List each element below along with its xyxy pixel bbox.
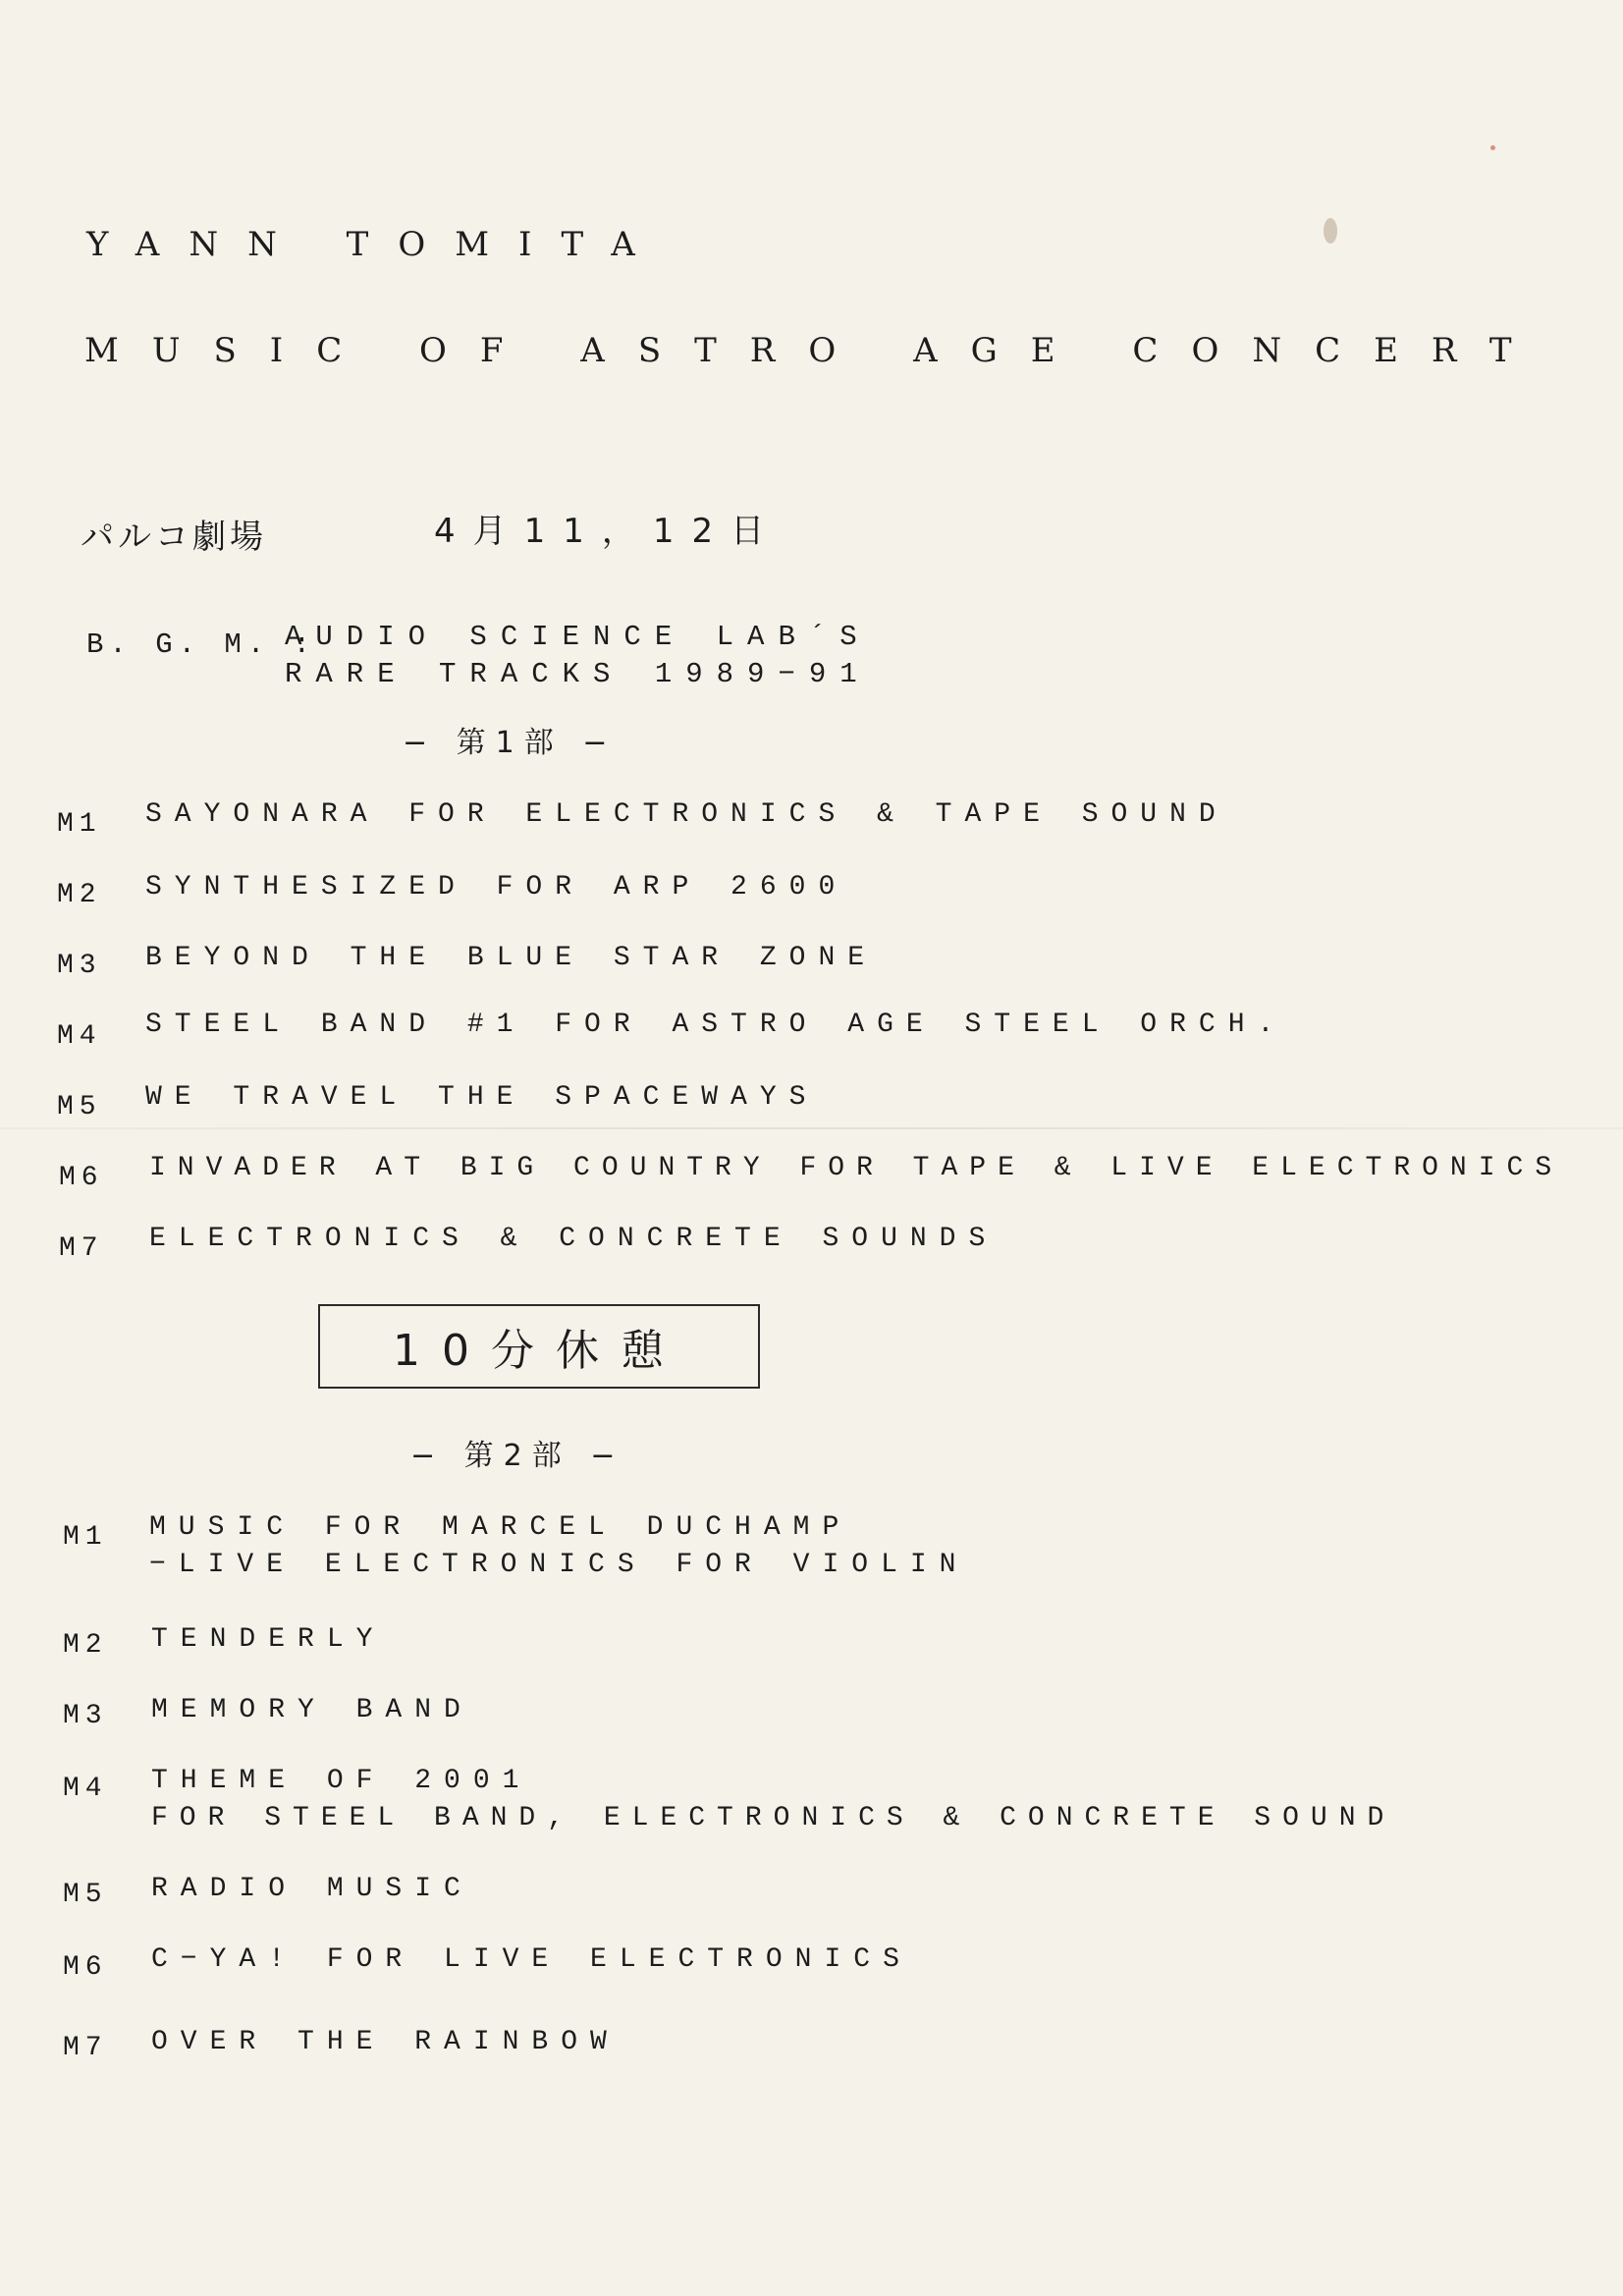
paper-stain [1324, 218, 1337, 244]
bgm-line-2: RARE TRACKS 1989−91 [285, 658, 871, 690]
artist-name: YANN TOMITA [86, 225, 665, 264]
intermission-label: 10分休憩 [393, 1326, 685, 1376]
intermission-box [318, 1304, 760, 1389]
paper-fold-line [0, 1127, 1623, 1129]
part1-track-title: WE TRAVEL THE SPACEWAYS [145, 1082, 819, 1113]
part2-track-title: RADIO MUSIC [151, 1874, 473, 1904]
part1-track-title: INVADER AT BIG COUNTRY FOR TAPE & LIVE ELECTRONICS [149, 1153, 1564, 1183]
part1-track-number: M2 [57, 880, 102, 910]
bgm-line-1: AUDIO SCIENCE LAB´S [285, 621, 871, 653]
part2-track-title: TENDERLY [151, 1624, 386, 1655]
part2-track-subtitle: FOR STEEL BAND, ELECTRONICS & CONCRETE SOUND [151, 1803, 1396, 1833]
part2-track-subtitle: −LIVE ELECTRONICS FOR VIOLIN [149, 1550, 969, 1580]
part1-track-number: M7 [59, 1233, 104, 1264]
part-2-heading: − 第2部 − [410, 1439, 625, 1473]
part1-track-title: BEYOND THE BLUE STAR ZONE [145, 943, 878, 973]
part1-track-number: M5 [57, 1092, 102, 1122]
paper-speck [1490, 145, 1495, 150]
part2-track-number: M7 [63, 2033, 108, 2063]
part2-track-number: M5 [63, 1880, 108, 1910]
part1-track-title: SAYONARA FOR ELECTRONICS & TAPE SOUND [145, 799, 1228, 830]
concert-dates: 4月11，12日 [434, 512, 783, 551]
part1-track-number: M4 [57, 1021, 102, 1052]
part1-track-number: M3 [57, 951, 102, 981]
part1-track-title: SYNTHESIZED FOR ARP 2600 [145, 872, 848, 902]
part2-track-number: M6 [63, 1952, 108, 1983]
bgm-label: B. G. M. : [86, 629, 317, 661]
part2-track-number: M3 [63, 1701, 108, 1731]
part2-track-number: M2 [63, 1630, 108, 1661]
part2-track-title: MEMORY BAND [151, 1695, 473, 1725]
part1-track-number: M1 [57, 809, 102, 840]
concert-title: MUSIC OF ASTRO AGE CONCERT [84, 331, 1545, 370]
part2-track-title: MUSIC FOR MARCEL DUCHAMP [149, 1512, 852, 1543]
part1-track-title: ELECTRONICS & CONCRETE SOUNDS [149, 1224, 999, 1254]
part2-track-title: C−YA! FOR LIVE ELECTRONICS [151, 1944, 912, 1975]
part1-track-title: STEEL BAND #1 FOR ASTRO AGE STEEL ORCH. [145, 1010, 1287, 1040]
part2-track-number: M1 [63, 1522, 108, 1553]
part-1-heading: − 第1部 − [403, 726, 618, 760]
venue-name: パルコ劇場 [81, 518, 267, 557]
part2-track-number: M4 [63, 1774, 108, 1804]
part2-track-title: THEME OF 2001 [151, 1766, 532, 1796]
part1-track-number: M6 [59, 1163, 104, 1193]
part2-track-title: OVER THE RAINBOW [151, 2027, 620, 2057]
